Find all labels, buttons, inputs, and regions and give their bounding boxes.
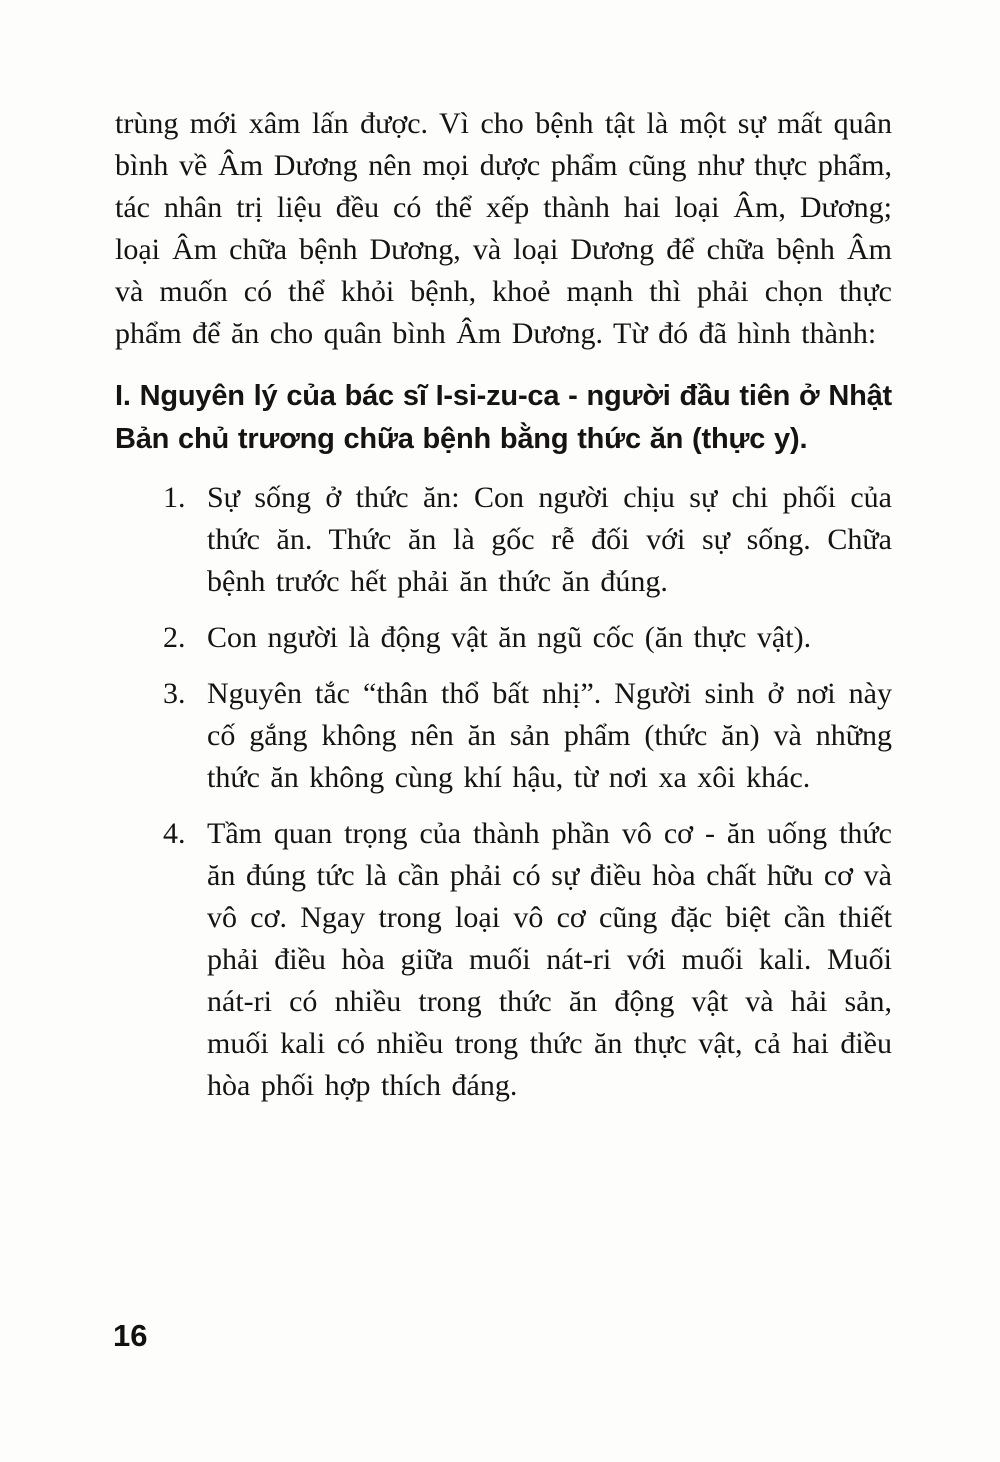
page-number: 16 <box>113 1318 148 1353</box>
section-heading: I. Nguyên lý của bác sĩ I-si-zu-ca - người đầu tiên ở Nhật Bản chủ trương chữa bệnh bằng thức ăn (thực y). <box>115 380 892 455</box>
list-item-3-number: 3. <box>163 677 186 710</box>
list-item-4-text: Tầm quan trọng của thành phần vô cơ - ăn uống thức ăn đúng tức là cần phải có sự điều hòa chất hữu cơ và vô cơ. Ngay trong loại vô cơ cũng đặc biệt cần thiết phải điều hòa giữa muối nát-ri với muối kali. Muối nát-ri có nhiều trong thức ăn động vật và hải sản, muối kali có nhiều trong thức ăn thực vật, cả hai điều hòa phối hợp thích đáng. <box>207 817 892 1102</box>
list-item-3 <box>115 673 892 799</box>
list-item-3-text: Nguyên tắc “thân thổ bất nhị”. Người sinh ở nơi này cố gắng không nên ăn sản phẩm (thức ăn) và những thức ăn không cùng khí hậu, từ nơi xa xôi khác. <box>207 677 892 794</box>
list-item-1-text: Sự sống ở thức ăn: Con người chịu sự chi phối của thức ăn. Thức ăn là gốc rễ đối với sự sống. Chữa bệnh trước hết phải ăn thức ăn đúng. <box>207 481 892 598</box>
list-item-4-number: 4. <box>163 817 186 850</box>
list-item-2-text: Con người là động vật ăn ngũ cốc (ăn thực vật). <box>207 621 812 654</box>
list-item-2-number: 2. <box>163 621 186 654</box>
numbered-list <box>115 477 892 1107</box>
intro-paragraph: trùng mới xâm lấn được. Vì cho bệnh tật là một sự mất quân bình về Âm Dương nên mọi dược phẩm cũng như thực phẩm, tác nhân trị liệu đều có thể xếp thành hai loại Âm, Dương; loại Âm chữa bệnh Dương, và loại Dương để chữa bệnh Âm và muốn có thể khỏi bệnh, khoẻ mạnh thì phải chọn thực phẩm để ăn cho quân bình Âm Dương. Từ đó đã hình thành: <box>115 107 892 350</box>
list-item-1 <box>115 477 892 603</box>
list-item-4 <box>115 813 892 1107</box>
list-item-1-number: 1. <box>163 481 186 514</box>
list-item-2 <box>115 617 892 659</box>
